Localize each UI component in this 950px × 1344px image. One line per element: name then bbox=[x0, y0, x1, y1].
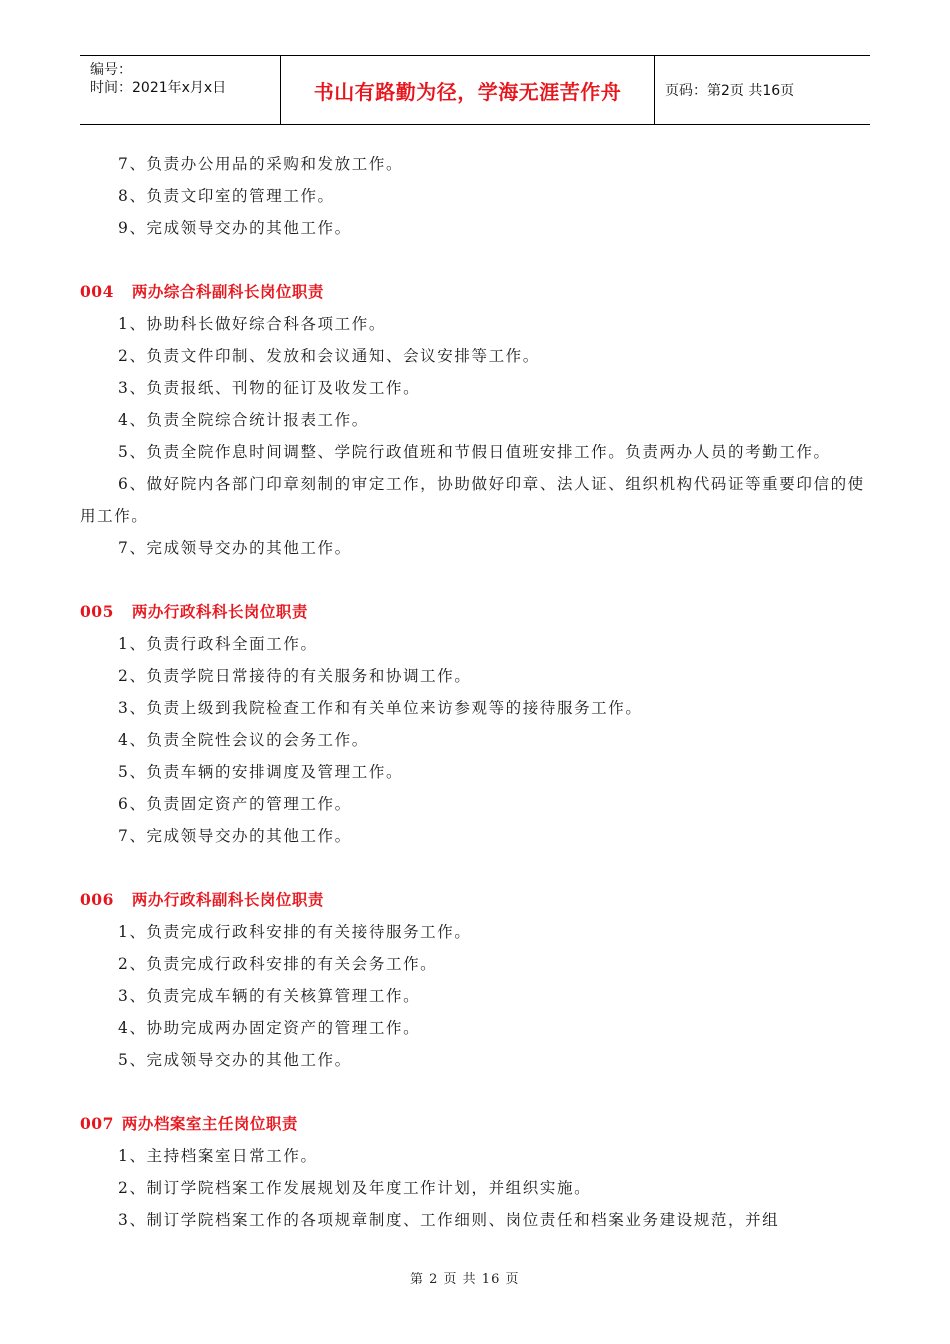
duty-item: 5、完成领导交办的其他工作。 bbox=[118, 1051, 352, 1069]
section-title: 两办行政科副科长岗位职责 bbox=[131, 890, 324, 909]
section-code: 004 bbox=[80, 282, 114, 301]
section-heading bbox=[80, 596, 868, 628]
section-title: 两办档案室主任岗位职责 bbox=[121, 1114, 298, 1133]
duty-item: 4、负责全院性会议的会务工作。 bbox=[118, 731, 369, 749]
header-page-label: 页码：第2页 共16页 bbox=[665, 83, 795, 99]
section-title: 两办综合科副科长岗位职责 bbox=[131, 282, 324, 301]
duty-item: 4、协助完成两办固定资产的管理工作。 bbox=[118, 1019, 421, 1037]
duty-item: 9、完成领导交办的其他工作。 bbox=[118, 219, 352, 237]
section-heading bbox=[80, 1108, 868, 1140]
page-footer: 第 2 页 共 16 页 bbox=[410, 1272, 520, 1287]
duty-item: 7、完成领导交办的其他工作。 bbox=[118, 539, 352, 557]
section-title: 两办行政科科长岗位职责 bbox=[131, 602, 308, 621]
duty-item: 1、负责行政科全面工作。 bbox=[118, 635, 318, 653]
section-gap bbox=[80, 244, 868, 276]
section-code: 007 bbox=[80, 1114, 114, 1133]
duty-item: 3、负责完成车辆的有关核算管理工作。 bbox=[118, 987, 421, 1005]
duty-item: 3、负责报纸、刊物的征订及收发工作。 bbox=[118, 379, 421, 397]
duty-item: 6、做好院内各部门印章刻制的审定工作，协助做好印章、法人证、组织机构代码证等重要印信的使用工作。 bbox=[80, 475, 865, 525]
doc-number-label: 编号： bbox=[90, 62, 132, 78]
duty-item: 3、制订学院档案工作的各项规章制度、工作细则、岗位责任和档案业务建设规范，并组 bbox=[118, 1211, 780, 1229]
section-heading bbox=[80, 884, 868, 916]
section-code: 006 bbox=[80, 890, 114, 909]
duty-item: 2、负责学院日常接待的有关服务和协调工作。 bbox=[118, 667, 472, 685]
duty-item: 8、负责文印室的管理工作。 bbox=[118, 187, 335, 205]
duty-item: 2、制订学院档案工作发展规划及年度工作计划，并组织实施。 bbox=[118, 1179, 592, 1197]
header-motto: 书山有路勤为径，学海无涯苦作舟 bbox=[281, 56, 655, 124]
duty-item: 1、负责完成行政科安排的有关接待服务工作。 bbox=[118, 923, 472, 941]
section-gap bbox=[80, 564, 868, 596]
section-code: 005 bbox=[80, 602, 114, 621]
section-gap bbox=[80, 1076, 868, 1108]
duty-item: 2、负责完成行政科安排的有关会务工作。 bbox=[118, 955, 438, 973]
duty-item: 3、负责上级到我院检查工作和有关单位来访参观等的接待服务工作。 bbox=[118, 699, 643, 717]
duty-item: 2、负责文件印制、发放和会议通知、会议安排等工作。 bbox=[118, 347, 540, 365]
duty-item: 7、完成领导交办的其他工作。 bbox=[118, 827, 352, 845]
section-gap bbox=[80, 852, 868, 884]
duty-item: 5、负责全院作息时间调整、学院行政值班和节假日值班安排工作。负责两办人员的考勤工作。 bbox=[118, 443, 831, 461]
section-heading bbox=[80, 276, 868, 308]
duty-item: 6、负责固定资产的管理工作。 bbox=[118, 795, 352, 813]
page-header bbox=[80, 55, 870, 125]
duty-item: 4、负责全院综合统计报表工作。 bbox=[118, 411, 369, 429]
duty-item: 1、主持档案室日常工作。 bbox=[118, 1147, 318, 1165]
duty-item: 5、负责车辆的安排调度及管理工作。 bbox=[118, 763, 404, 781]
duty-item: 7、负责办公用品的采购和发放工作。 bbox=[118, 155, 404, 173]
header-meta bbox=[80, 56, 281, 124]
doc-time-label: 时间：2021年x月x日 bbox=[90, 80, 227, 96]
document-body bbox=[80, 148, 868, 1236]
duty-item: 1、协助科长做好综合科各项工作。 bbox=[118, 315, 386, 333]
